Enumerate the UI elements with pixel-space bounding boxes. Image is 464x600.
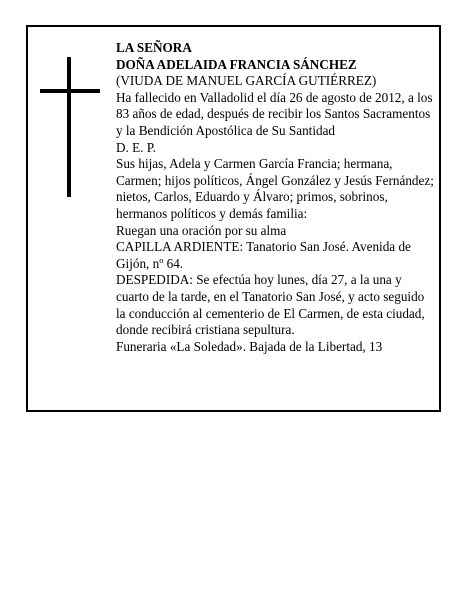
cross-horizontal-bar xyxy=(40,89,100,93)
deceased-name: DOÑA ADELAIDA FRANCIA SÁNCHEZ xyxy=(116,56,357,72)
obituary-notice xyxy=(26,25,441,412)
latin-cross-icon xyxy=(40,57,100,197)
prayer-request: Ruegan una oración por su alma xyxy=(116,222,287,238)
widow-of: (VIUDA DE MANUEL GARCÍA GUTIÉRREZ) xyxy=(116,73,377,89)
family-paragraph: Sus hijas, Adela y Carmen García Francia; hermana, Carmen; hijos políticos, Ángel González y Jesús Fernández; nietos, Carlos, Eduardo y Álvaro; primos, sobrinos, hermanos políticos y demás familia: xyxy=(116,156,434,221)
farewell-paragraph: DESPEDIDA: Se efectúa hoy lunes, día 27, a la una y cuarto de la tarde, en el Tanatorio San José, y acto seguido la conducción al cementerio de El Carmen, de esta ciudad, donde recibirá cristiana sepultura. xyxy=(116,272,425,338)
notice-heading: LA SEÑORA xyxy=(116,40,192,55)
cross-vertical-bar xyxy=(67,57,71,197)
funeral-home-line: Funeraria «La Soledad». Bajada de la Libertad, 13 xyxy=(116,338,383,354)
notice-text xyxy=(116,40,436,355)
passing-paragraph: Ha fallecido en Valladolid el día 26 de agosto de 2012, a los 83 años de edad, después de recibir los Santos Sacramentos y la Bendición Apostólica de Su Santidad xyxy=(116,89,433,138)
chapel-paragraph: CAPILLA ARDIENTE: Tanatorio San José. Avenida de Gijón, nº 64. xyxy=(116,239,411,271)
rip-line: D. E. P. xyxy=(116,139,156,155)
